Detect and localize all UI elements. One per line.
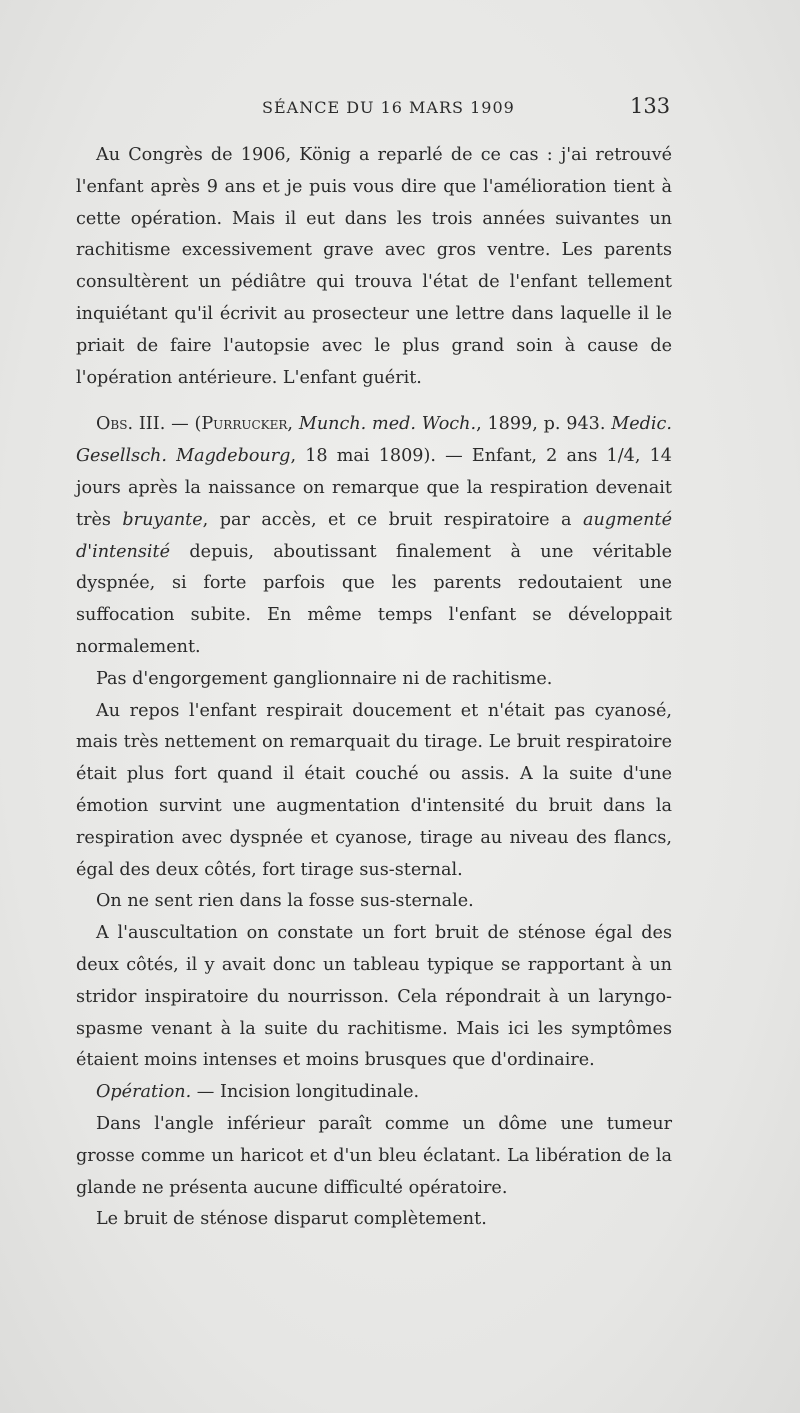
obs-rest-3: depuis, aboutissant finalement à une véritable dyspnée, si forte parfois que les parents redoutaient une suffocation subite. En même temps l'enfant se développait normalement.	[76, 541, 672, 657]
paragraph-3: Pas d'engorgement ganglionnaire ni de rachitisme.	[96, 668, 553, 689]
operation-label: Opération.	[96, 1082, 192, 1103]
obs-journal: Munch. med. Woch.	[298, 414, 477, 435]
paragraph-8: Dans l'angle inférieur paraît comme un dôme une tumeur grosse comme un haricot et d'un bleu éclatant. La libération de la glande ne présenta aucune difficulté opératoire.	[76, 1113, 672, 1198]
obs-word-bruyante: bruyante	[122, 509, 203, 530]
page-number: 133	[630, 94, 671, 118]
obs-rest-2: , par accès, et ce bruit respiratoire a	[202, 509, 583, 530]
obs-author: Purrucker	[201, 414, 288, 435]
obs-sep: ,	[287, 414, 299, 435]
paragraph-operation	[76, 1077, 672, 1109]
obs-dash: — (	[165, 414, 202, 435]
operation-text: — Incision longitudinale.	[191, 1082, 420, 1103]
paragraph-1: Au Congrès de 1906, König a reparlé de ce cas : j'ai retrouvé l'enfant après 9 ans et je puis vous dire que l'amélioration tient à cette opération. Mais il eut dans les trois années suivantes un rachitisme excessivement grave avec gros ventre. Les parents consultèrent un pédiâtre qui trouva l'état de l'enfant tellement inquiétant qu'il écrivit au prosecteur une lettre dans laquelle il le priait de faire l'autopsie avec le plus grand soin à cause de l'opération antérieure. L'enfant guérit.	[76, 145, 672, 388]
paragraph-9: Le bruit de sténose disparut complètement.	[96, 1209, 487, 1230]
paragraph-5: On ne sent rien dans la fosse sus-sternale.	[96, 891, 474, 912]
obs-word-augmente: augmenté d'intensité	[76, 509, 672, 562]
paragraph-6: A l'auscultation on constate un fort bruit de sténose égal des deux côtés, il y avait donc un tableau typique se rapportant à un stridor inspiratoire du nourrisson. Cela répondrait à un laryngo-spasme venant à la suite du rachitisme. Mais ici les symptômes étaient moins intenses et moins brusques que d'ordinaire.	[76, 923, 672, 1071]
obs-society: Medic. Gesellsch. Magdebourg	[76, 414, 672, 467]
obs-ref: , 1899, p. 943.	[476, 414, 612, 435]
body-text	[76, 140, 672, 1236]
paragraph-observation	[76, 409, 672, 663]
running-title: SÉANCE DU 16 MARS 1909	[262, 98, 515, 117]
obs-rest-1: , 18 mai 1809). — Enfant, 2 ans 1/4, 14 jours après la naissance on remarque que la respiration devenait très	[76, 446, 673, 530]
observation-label: Obs. III.	[96, 414, 166, 435]
paragraph-4: Au repos l'enfant respirait doucement et n'était pas cyanosé, mais très nettement on remarquait du tirage. Le bruit respiratoire était plus fort quand il était couché ou assis. A la suite d'une émotion survint une augmentation d'intensité du bruit dans la respiration avec dyspnée et cyanose, tirage au niveau des flancs, égal des deux côtés, fort tirage sus-sternal.	[76, 700, 672, 880]
